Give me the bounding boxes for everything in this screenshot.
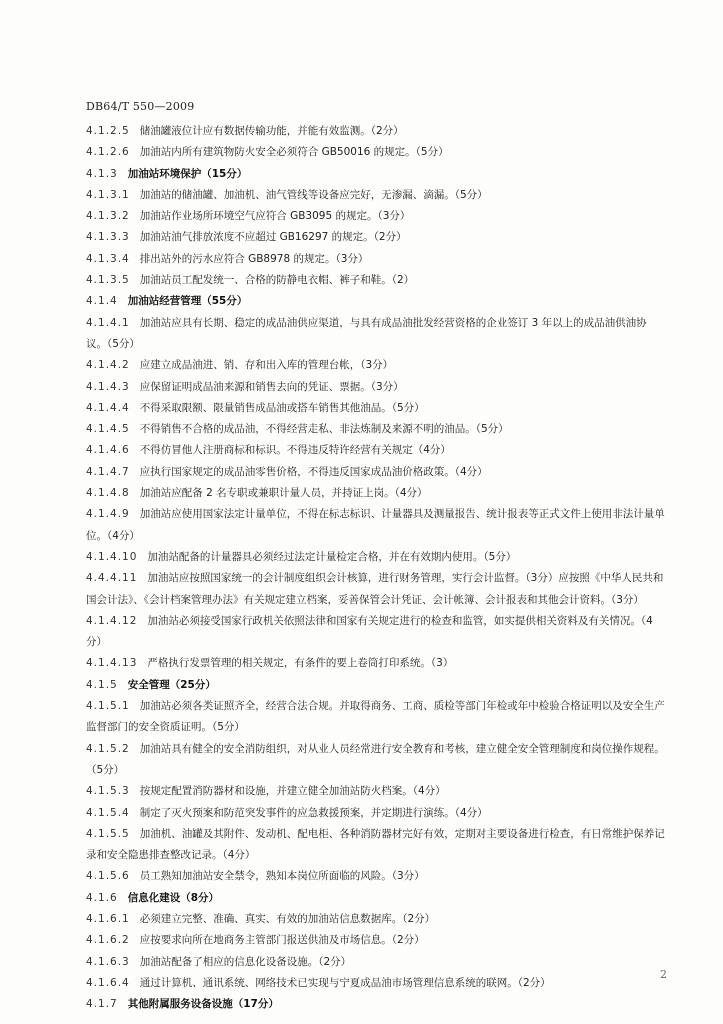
section-heading [86,164,666,185]
clause-item [86,121,666,142]
clause-item [86,909,666,930]
clause-item [86,270,666,291]
clause-text: 加油站必须各类证照齐全，经营合法合规。并取得商务、工商、质检等部门年检或年中检验合格证明以及安全生产监督部门的安全资质证明。（5分） [86,700,665,734]
clause-number: 4.1.5.1 [86,700,130,713]
clause-text: 加油站配备的计量器具必须经过法定计量检定合格，并在有效期内使用。（5分） [147,550,517,563]
clause-text: 加油站应使用国家法定计量单位，不得在标志标识、计量器具及测量报告、统计报表等正式文件上使用非法计量单位。（4分） [86,508,665,542]
clause-text: 安全管理（25分） [127,678,216,691]
section-heading [86,994,666,1015]
clause-text: 加油站的储油罐、加油机、油气管线等设备应完好，无渗漏、滴漏。（5分） [139,188,488,201]
document-header: DB64/T 550—2009 [86,100,195,113]
clause-number: 4.1.3.4 [86,252,130,265]
clause-number: 4.1.6.3 [86,955,130,968]
clause-text: 应执行国家规定的成品油零售价格，不得违反国家成品油价格政策。（4分） [139,465,488,478]
clause-number: 4.1.5.6 [86,870,130,883]
clause-item [86,547,666,568]
clause-number: 4.1.2.6 [86,146,130,159]
clause-item [86,696,666,739]
clause-number: 4.1.4.13 [86,657,138,670]
clause-text: 员工熟知加油站安全禁令，熟知本岗位所面临的风险。（3分） [139,870,425,883]
clause-number: 4.1.4.9 [86,508,130,521]
clause-number: 4.1.5.3 [86,785,130,798]
clause-number: 4.1.5.2 [86,742,130,755]
section-heading [86,291,666,312]
clause-item [86,206,666,227]
clause-item [86,185,666,206]
clause-item [86,462,666,483]
clause-text: 不得销售不合格的成品油，不得经营走私、非法炼制及来源不明的油品。（5分） [139,423,509,436]
clause-number: 4.1.4.10 [86,550,138,563]
clause-item [86,611,666,654]
clause-item [86,568,666,611]
clause-number: 4.1.6.4 [86,976,130,989]
clause-number: 4.1.3.2 [86,210,130,223]
clause-text: 其他附属服务设备设施（17分） [127,998,279,1011]
clause-number: 4.1.4.2 [86,359,130,372]
clause-number: 4.1.4 [86,295,118,308]
clause-item [86,653,666,674]
clause-number: 4.1.6.1 [86,912,130,925]
clause-item [86,419,666,440]
clause-item [86,930,666,951]
clause-text: 加油站应按照国家统一的会计制度组织会计核算，进行财务管理，实行会计监督。（3分）应按照《中华人民共和国会计法》、《会计档案管理办法》有关规定建立档案，妥善保管会计凭证、会计帐簿、会计报表和其他会计资料。（3分） [86,572,664,606]
clause-text: 应按要求向所在地商务主管部门报送供油及市场信息。（2分） [139,934,425,947]
clause-text: 加油站油气排放浓度不应超过 GB16297 的规定。（2分） [139,231,407,244]
clause-item [86,483,666,504]
clause-item [86,973,666,994]
clause-item [86,377,666,398]
clause-item [86,504,666,547]
clause-item [86,355,666,376]
clause-item [86,739,666,782]
clause-item [86,952,666,973]
clause-number: 4.1.7 [86,998,118,1011]
section-heading [86,675,666,696]
clause-item [86,866,666,887]
clause-text: 加油站经营管理（55分） [127,295,248,308]
clause-text: 加油站应配备 2 名专职或兼职计量人员，并持证上岗。（4分） [139,487,428,500]
clause-item [86,803,666,824]
clause-number: 4.1.4.1 [86,316,130,329]
clause-text: 加油站必须接受国家行政机关依照法律和国家有关规定进行的检查和监管，如实提供相关资料及有关情况。（4分） [86,614,653,649]
clause-number: 4.1.4.7 [86,465,130,478]
clause-text: 通过计算机、通讯系统、网络技术已实现与宁夏成品油市场管理信息系统的联网。（2分） [139,976,551,989]
clause-number: 4.1.5.4 [86,806,130,819]
clause-number: 4.1.2.5 [86,125,130,137]
clause-item [86,249,666,270]
document-body [86,121,666,1015]
clause-text: 严格执行发票管理的相关规定，有条件的要上卷筒打印系统。（3） [147,657,454,670]
clause-text: 制定了灭火预案和防范突发事件的应急救援预案，并定期进行演练。（4分） [139,806,488,819]
clause-text: 加油机、油罐及其附件、发动机、配电柜、各种消防器材完好有效，定期对主要设备进行检查，有日常维护保养记录和安全隐患排查整改记录。（4分） [86,827,665,862]
clause-text: 按规定配置消防器材和设施，并建立健全加油站防火档案。（4分） [139,785,446,798]
clause-number: 4.1.5 [86,678,118,691]
clause-text: 储油罐液位计应有数据传输功能，并能有效监测。（2分） [139,125,404,137]
section-heading [86,888,666,909]
clause-number: 4.1.4.8 [86,487,130,500]
clause-text: 不得采取限额、限量销售成品油或搭车销售其他油品。（5分） [139,401,425,414]
clause-text: 加油站具有健全的安全消防组织，对从业人员经常进行安全教育和考核，建立健全安全管理制度和岗位操作规程。（5分） [86,742,665,776]
clause-text: 必须建立完整、准确、真实、有效的加油站信息数据库。（2分） [139,912,436,925]
clause-item [86,440,666,461]
clause-text: 加油站内所有建筑物防火安全必须符合 GB50016 的规定。（5分） [139,146,449,159]
clause-item [86,398,666,419]
clause-text: 应保留证明成品油来源和销售去向的凭证、票据。（3分） [139,380,404,393]
clause-item [86,227,666,248]
clause-text: 应建立成品油进、销、存和出入库的管理台帐，（3分） [139,359,394,372]
clause-number: 4.1.4.3 [86,380,130,393]
clause-text: 信息化建设（8分） [127,891,220,904]
clause-number: 4.1.4.6 [86,444,130,457]
clause-text: 排出站外的污水应符合 GB8978 的规定。（3分） [139,252,369,265]
clause-number: 4.1.3.1 [86,188,130,201]
clause-number: 4.1.6 [86,891,118,904]
clause-number: 4.1.4.12 [86,614,138,627]
clause-item [86,142,666,163]
clause-text: 加油站员工配发统一、合格的防静电衣帽、裤子和鞋。（2） [139,274,415,287]
clause-item [86,781,666,802]
clause-text: 加油站应具有长期、稳定的成品油供应渠道，与具有成品油批发经营资格的企业签订 3 年以上的成品油供油协议。（5分） [86,316,647,350]
clause-number: 4.1.4.4 [86,401,130,414]
clause-number: 4.1.3.5 [86,274,130,287]
clause-text: 加油站作业场所环境空气应符合 GB3095 的规定。（3分） [139,210,411,223]
clause-number: 4.1.5.5 [86,827,130,840]
clause-number: 4.1.3.3 [86,231,130,244]
clause-item [86,824,666,867]
clause-number: 4.1.6.2 [86,934,130,947]
clause-number: 4.1.3 [86,167,118,180]
clause-number: 4.4.4.11 [86,572,138,585]
clause-text: 加油站配备了相应的信息化设备设施。（2分） [139,955,352,968]
clause-item [86,313,666,356]
clause-text: 不得仿冒他人注册商标和标识。不得违反特许经营有关规定（4分） [139,444,451,457]
page-number: 2 [660,968,667,981]
clause-number: 4.1.4.5 [86,423,130,436]
clause-text: 加油站环境保护（15分） [127,167,248,180]
